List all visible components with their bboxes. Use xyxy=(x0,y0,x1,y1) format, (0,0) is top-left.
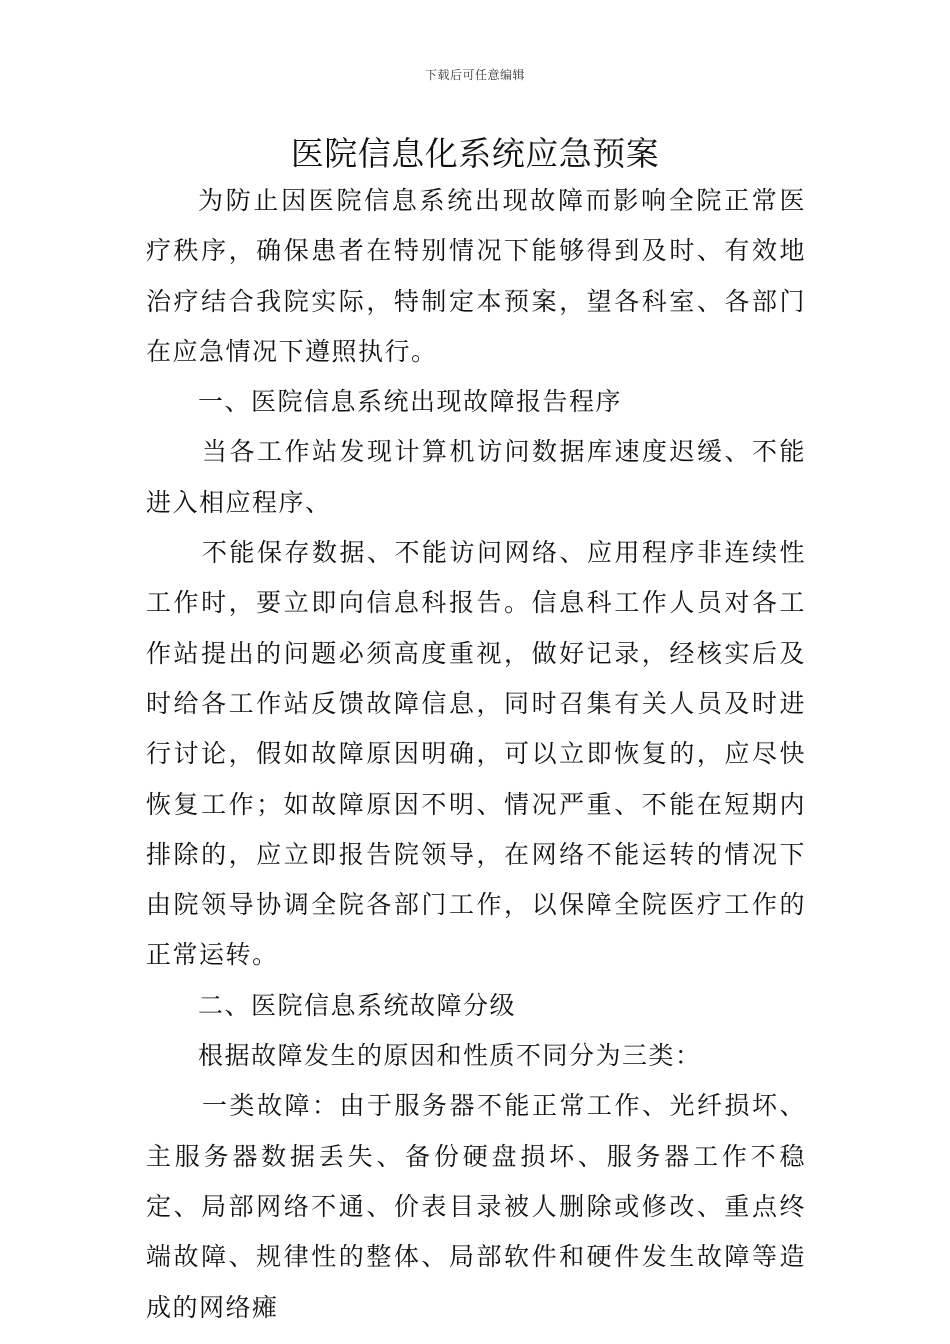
paragraph-classification: 根据故障发生的原因和性质不同分为三类： xyxy=(198,1041,702,1071)
document-title: 医院信息化系统应急预案 xyxy=(290,134,660,173)
paragraph-report-start: 当各工作站发现计算机访问数据库速度迟缓、不能进入相应程序、 xyxy=(146,437,806,517)
document-body xyxy=(146,176,806,1333)
section-heading-2: 二、医院信息系统故障分级 xyxy=(198,990,517,1020)
header-watermark: 下载后可任意编辑 xyxy=(424,68,525,82)
paragraph-report-procedure: 不能保存数据、不能访问网络、应用程序非连续性工作时，要立即向信息科报告。信息科工作人员对各工作站提出的问题必须高度重视，做好记录，经核实后及时给各工作站反馈故障信息，同时召集有关人员及时进行讨论，假如故障原因明确，可以立即恢复的，应尽快恢复工作；如故障原因不明、情况严重、不能在短期内排除的，应立即报告院领导，在网络不能运转的情况下由院领导协调全院各部门工作，以保障全院医疗工作的正常运转。 xyxy=(146,538,806,970)
section-heading-1: 一、医院信息系统出现故障报告程序 xyxy=(198,387,623,417)
paragraph-class-one: 一类故障：由于服务器不能正常工作、光纤损坏、主服务器数据丢失、备份硬盘损坏、服务器工作不稳定、局部网络不通、价表目录被人删除或修改、重点终端故障、规律性的整体、局部软件和硬件发生故障等造成的网络瘫 xyxy=(146,1091,806,1322)
paragraph-intro: 为防止因医院信息系统出现故障而影响全院正常医疗秩序，确保患者在特别情况下能够得到及时、有效地治疗结合我院实际，特制定本预案，望各科室、各部门在应急情况下遵照执行。 xyxy=(146,186,806,366)
